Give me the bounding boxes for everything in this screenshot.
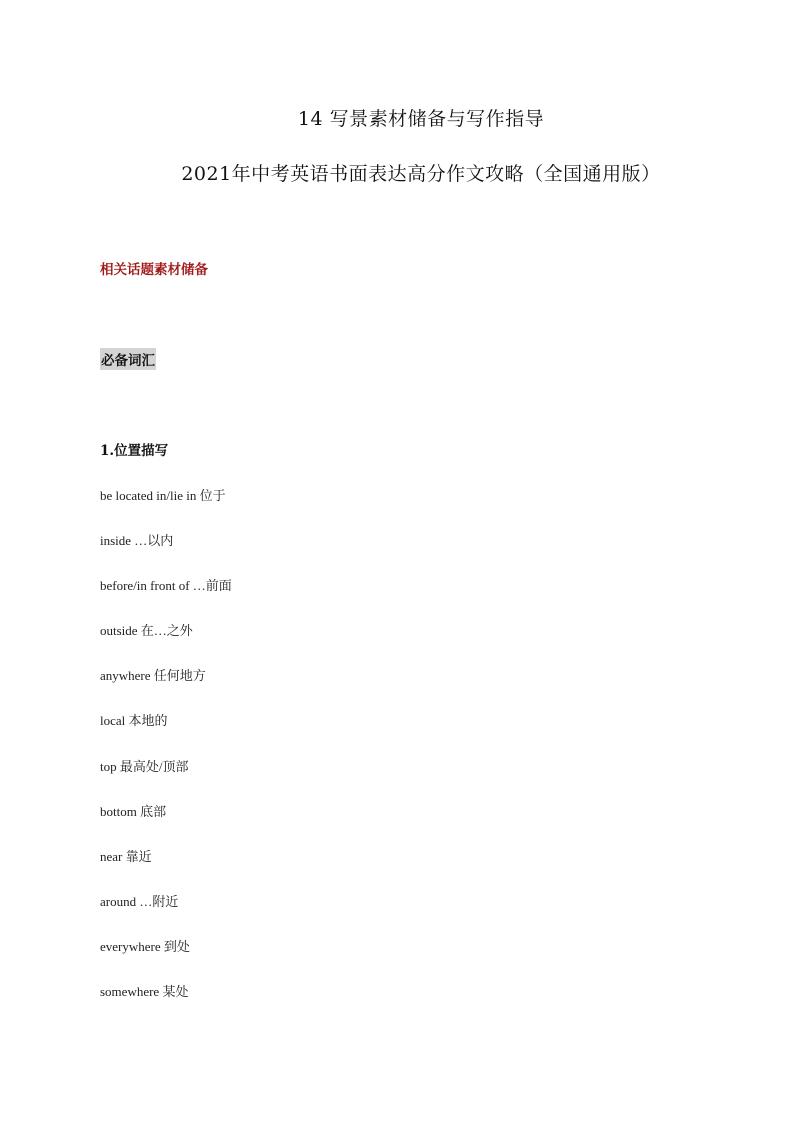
- vocab-item: outside 在…之外: [100, 623, 193, 638]
- vocab-item: before/in front of …前面: [100, 578, 232, 593]
- section-heading-essential-vocabulary: 必备词汇: [100, 348, 156, 370]
- vocab-item: bottom 底部: [100, 804, 167, 819]
- vocab-item: top 最高处/顶部: [100, 759, 189, 774]
- vocab-item: somewhere 某处: [100, 984, 189, 999]
- subsection-heading-position: 1.位置描写: [100, 443, 169, 459]
- vocab-item: anywhere 任何地方: [100, 668, 206, 683]
- vocab-item: everywhere 到处: [100, 939, 190, 954]
- document-title: 14 写景素材储备与写作指导: [297, 108, 545, 130]
- section-heading-related-topics: 相关话题素材储备: [100, 262, 208, 278]
- document-subtitle: 2021年中考英语书面表达高分作文攻略（全国通用版）: [181, 163, 661, 185]
- vocab-item: be located in/lie in 位于: [100, 488, 226, 503]
- vocab-item: local 本地的: [100, 713, 168, 728]
- vocab-item: inside …以内: [100, 533, 174, 548]
- vocab-item: near 靠近: [100, 849, 152, 864]
- vocab-item: around …附近: [100, 894, 179, 909]
